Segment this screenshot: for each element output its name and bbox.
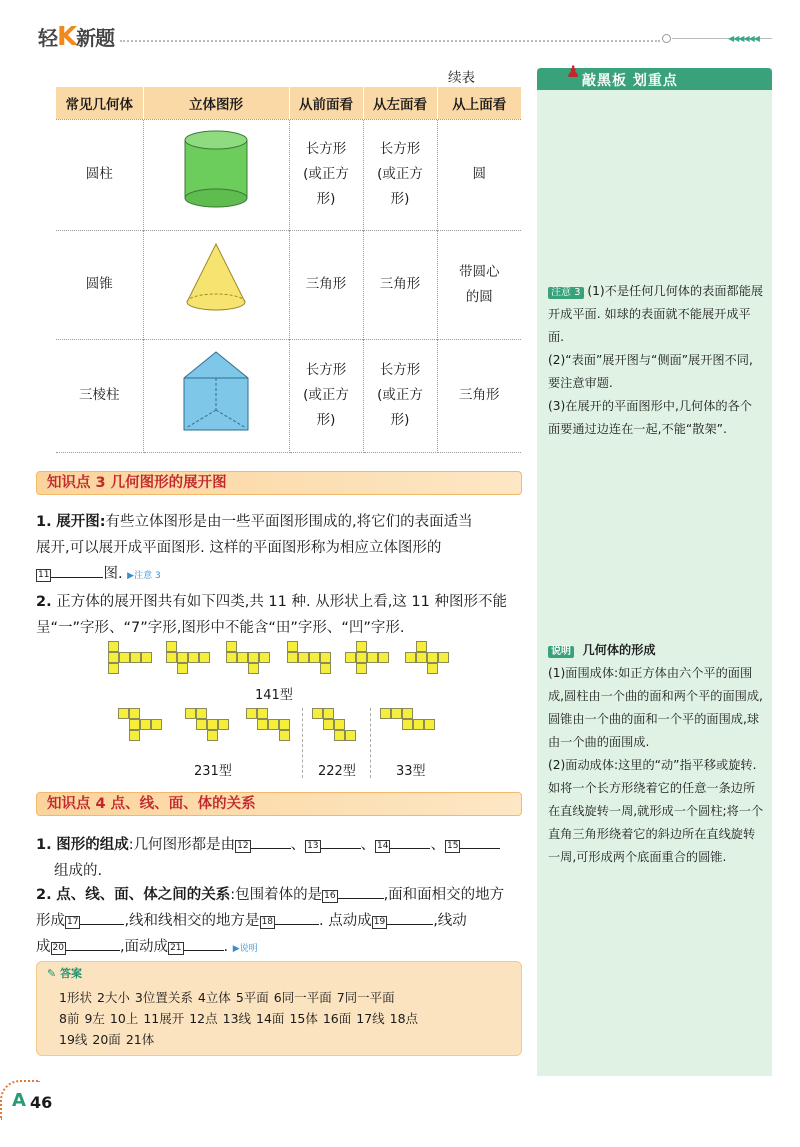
answer-box (36, 961, 522, 1056)
net-square (356, 641, 367, 652)
fill-blank[interactable] (390, 848, 430, 849)
net-square (226, 652, 237, 663)
answer-item: 19线 (59, 1032, 88, 1047)
net-square (257, 719, 268, 730)
answer-item: 4立体 (197, 990, 231, 1005)
divider (302, 708, 303, 778)
header-arrows-icon: ◀◀◀◀◀◀ (728, 34, 759, 43)
table-header: 从前面看 (289, 87, 363, 119)
note-tag: 注意 3 (548, 287, 584, 299)
net-square (380, 708, 391, 719)
answer-item: 5平面 (235, 990, 269, 1005)
note-ref-link[interactable]: ▶注意 3 (127, 571, 161, 581)
net-square (119, 652, 130, 663)
net-square (356, 652, 367, 663)
front-view-cell: 长方形 (或正方 形) (289, 339, 363, 452)
answer-item: 1形状 (59, 990, 92, 1005)
solid-views-table (56, 87, 521, 453)
table-row (56, 119, 521, 230)
page-number: 46 (30, 1093, 53, 1112)
net-square (378, 652, 389, 663)
net-square (405, 652, 416, 663)
net-square (416, 641, 427, 652)
net-square (218, 719, 229, 730)
answer-item: 6同一平面 (273, 990, 332, 1005)
table-header: 立体图形 (143, 87, 289, 119)
net-type-label: 33型 (396, 764, 426, 779)
answer-item: 20面 (92, 1032, 121, 1047)
header-circle-ornament (662, 34, 671, 43)
top-view-cell: 圆 (437, 119, 521, 230)
net-square (320, 652, 331, 663)
net-square (287, 652, 298, 663)
net-type-label: 222型 (318, 764, 356, 779)
fill-blank[interactable] (66, 950, 120, 951)
explanation-block: (1)面围成体:如正方体由六个平的面围成,圆柱由一个曲的面和两个平的面围成,圆锥由一个曲的面和一个平的面围成,球由一个曲的面围成. (2)面动成体:这里的“动”指平移或旋转. 如将一个长方形绕着它的任意一条边所在直线旋转一周,就形成一个圆柱;将一个直角三角形绕着它的斜边所在直线旋转一周,可形成两个底面重合的圆锥. (548, 666, 764, 864)
net-square (323, 708, 334, 719)
net-square (199, 652, 210, 663)
explanation-title: 说明 几何体的形成 (548, 641, 656, 658)
cylinder-figure (143, 119, 289, 230)
net-square (129, 719, 140, 730)
net-square (334, 719, 345, 730)
net-type-label: 231型 (194, 764, 232, 779)
answer-title: ✎ 答案 (47, 967, 83, 980)
solid-name: 圆柱 (56, 119, 143, 230)
divider (370, 708, 371, 778)
net-square (108, 641, 119, 652)
kp3-item-2: 2. 正方体的展开图共有如下四类,共 11 种. 从形状上看,这 11 种图形不能呈“一”字形、“7”字形,图形中不能含“田”字形、“凹”字形. (36, 594, 507, 636)
answer-item: 2大小 (96, 990, 130, 1005)
solid-name: 圆锥 (56, 230, 143, 339)
fill-blank[interactable] (275, 924, 319, 925)
answer-item: 17线 (356, 1011, 385, 1026)
kp3-title-bar: 知识点 3 几何图形的展开图 (36, 471, 522, 495)
net-square (207, 719, 218, 730)
solid-name: 三棱柱 (56, 339, 143, 452)
answer-item: 9左 (84, 1011, 105, 1026)
kp3-item-1: 1. 展开图:有些立体图形是由一些平面图形围成的,将它们的表面适当 展开,可以展开成平面图形. 这样的平面图形称为相应立体图形的 11 图. ▶注意 3 (36, 514, 473, 582)
table-header: 从上面看 (437, 87, 521, 119)
footer-a-icon: A (12, 1090, 26, 1111)
answer-item: 13线 (222, 1011, 252, 1026)
answer-item: 10上 (109, 1011, 139, 1026)
net-square (367, 652, 378, 663)
net-square (309, 652, 320, 663)
answer-item: 11展开 (143, 1011, 185, 1026)
answer-item: 15体 (289, 1011, 318, 1026)
net-square (402, 708, 413, 719)
continued-label: 续表 (448, 70, 475, 86)
net-square (438, 652, 449, 663)
net-square (248, 652, 259, 663)
fill-blank[interactable] (251, 848, 291, 849)
net-square (196, 719, 207, 730)
fill-blank[interactable] (184, 950, 224, 951)
front-view-cell: 三角形 (289, 230, 363, 339)
net-square (312, 708, 323, 719)
net-square (177, 663, 188, 674)
answer-item: 18点 (389, 1011, 419, 1026)
net-square (196, 708, 207, 719)
net-square (298, 652, 309, 663)
triangular-prism-figure (143, 339, 289, 452)
net-square (345, 652, 356, 663)
answer-item: 16面 (322, 1011, 352, 1026)
net-square (166, 652, 177, 663)
net-square (320, 663, 331, 674)
fill-blank[interactable] (321, 848, 361, 849)
fill-blank[interactable] (80, 924, 124, 925)
kp4-item-1: 1. 图形的组成:几何图形都是由 12 、 13 、 14 、 15 组成的. (36, 832, 526, 884)
fill-blank[interactable] (387, 924, 433, 925)
net-square (323, 719, 334, 730)
net-square (140, 719, 151, 730)
net-square (424, 719, 435, 730)
left-view-cell: 长方形 (或正方 形) (363, 119, 437, 230)
net-square (246, 708, 257, 719)
kp4-item-2: 2. 点、线、面、体之间的关系:包围着体的是 16 ,面和面相交的地方 形成 17 ,线和线相交的地方是 18 . 点动成 19 ,线动 成 20 ,面动成 21 . ▶说明 (36, 887, 505, 955)
table-header-row (56, 87, 521, 119)
answer-item: 12点 (189, 1011, 218, 1026)
answer-item: 7同一平面 (336, 990, 395, 1005)
net-square (129, 708, 140, 719)
table-row (56, 230, 521, 339)
header-dotted-rule (120, 40, 660, 42)
net-square (356, 663, 367, 674)
cone-figure (143, 230, 289, 339)
net-square (108, 652, 119, 663)
net-square (427, 652, 438, 663)
net-square (257, 708, 268, 719)
sidebar-header: 敲黑板 划重点 (582, 73, 678, 89)
net-square (279, 730, 290, 741)
net-square (416, 652, 427, 663)
blank-number: 11 (38, 570, 50, 580)
answer-item: 8前 (59, 1011, 80, 1026)
fill-blank[interactable] (460, 848, 500, 849)
net-square (185, 708, 196, 719)
left-view-cell: 长方形 (或正方 形) (363, 339, 437, 452)
front-view-cell: 长方形 (或正方 形) (289, 119, 363, 230)
net-square (129, 730, 140, 741)
table-header: 常见几何体 (56, 87, 143, 119)
net-square (207, 730, 218, 741)
net-type-label: 141型 (255, 688, 293, 703)
net-square (166, 641, 177, 652)
net-square (237, 652, 248, 663)
net-square (427, 663, 438, 674)
net-square (130, 652, 141, 663)
net-square (413, 719, 424, 730)
net-square (259, 652, 270, 663)
answer-list (59, 987, 519, 1050)
net-square (402, 719, 413, 730)
net-square (151, 719, 162, 730)
net-square (345, 730, 356, 741)
teacher-icon: ♟ (566, 62, 581, 81)
net-square (279, 719, 290, 730)
answer-item: 3位置关系 (134, 990, 193, 1005)
net-square (248, 663, 259, 674)
net-square (188, 652, 199, 663)
note-3-block: 注意 3 (1)不是任何几何体的表面都能展开成平面. 如球的表面就不能展开成平面. (2)“表面”展开图与“侧面”展开图不同,要注意审题. (3)在展开的平面图形中,几何体的各个面要通过边连在一起,不能“散架”. (548, 284, 764, 436)
net-square (334, 730, 345, 741)
top-view-cell: 带圆心 的圆 (437, 230, 521, 339)
kp4-title-bar: 知识点 4 点、线、面、体的关系 (36, 792, 522, 816)
top-view-cell: 三角形 (437, 339, 521, 452)
net-square (287, 641, 298, 652)
table-row (56, 339, 521, 452)
net-square (141, 652, 152, 663)
net-square (118, 708, 129, 719)
fill-blank[interactable] (338, 898, 384, 899)
table-header: 从左面看 (363, 87, 437, 119)
fill-blank[interactable] (51, 577, 103, 578)
net-square (226, 641, 237, 652)
net-square (177, 652, 188, 663)
explanation-ref-link[interactable]: ▶说明 (232, 944, 258, 954)
answer-item: 14面 (256, 1011, 285, 1026)
answer-item: 21体 (125, 1032, 155, 1047)
net-square (391, 708, 402, 719)
net-square (268, 719, 279, 730)
net-square (108, 663, 119, 674)
brand-logo: 轻K新题 (38, 22, 115, 52)
sidebar-panel (537, 68, 772, 1076)
left-view-cell: 三角形 (363, 230, 437, 339)
